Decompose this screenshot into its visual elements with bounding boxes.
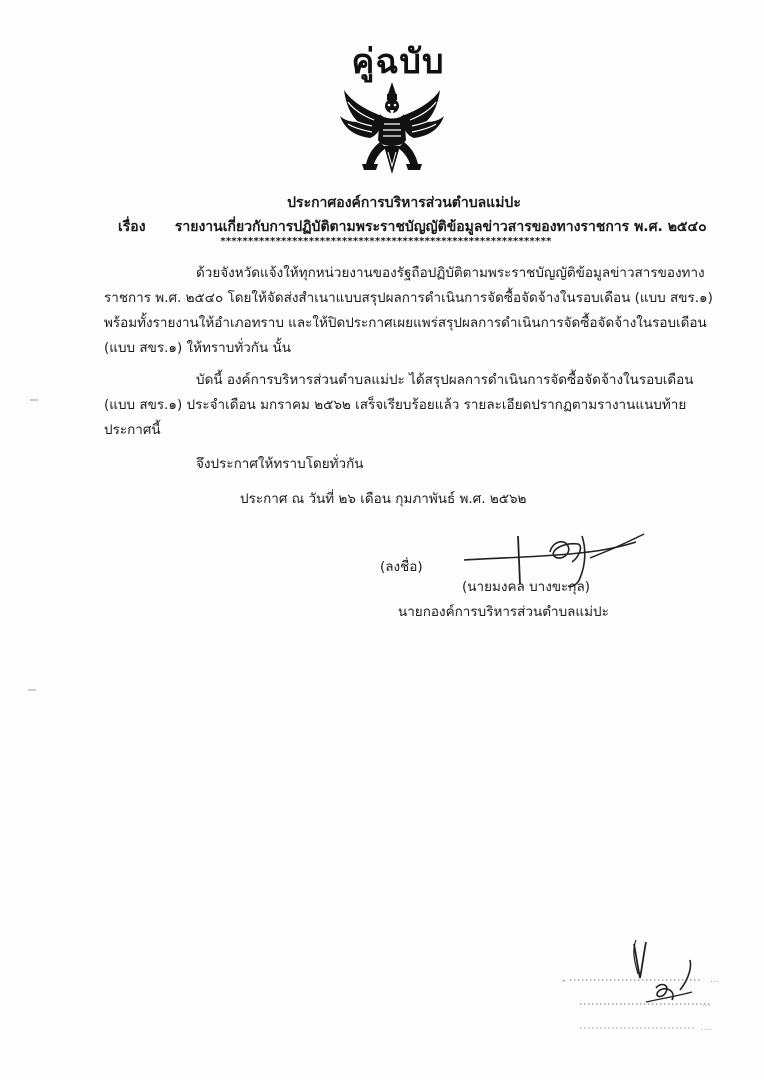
svg-text:...: ...	[710, 975, 719, 985]
paragraph1-line: ราชการ พ.ศ. ๒๕๔๐ โดยให้จัดส่งสำเนาแบบสรุปผลการดำเนินการจัดซื้อจัดจ้างในรอบเดือน (แบบ สขร.๑)	[104, 290, 713, 306]
svg-text:-: -	[562, 976, 566, 986]
date-line: ประกาศ ณ วันที่ ๒๖ เดือน กุมภาพันธ์ พ.ศ. ๒๕๖๒	[240, 491, 527, 507]
paragraph1-line: (แบบ สขร.๑) ให้ทราบทั่วกัน นั้น	[104, 340, 291, 356]
handwritten-initials	[560, 930, 760, 1050]
scan-mark	[30, 398, 40, 402]
paragraph2-line: บัดนี้ องค์การบริหารส่วนตำบลแม่ปะ ได้สรุปผลการดำเนินการจัดซื้อจัดจ้างในรอบเดือน	[196, 372, 694, 388]
garuda-emblem	[336, 80, 448, 176]
signatory-position: นายกองค์การบริหารส่วนตำบลแม่ปะ	[398, 604, 609, 620]
paragraph1-line: พร้อมทั้งรายงานให้อำเภอทราบ และให้ปิดประกาศเผยแพร่สรุปผลการดำเนินการจัดซื้อจัดจ้างในรอบเดือน	[104, 315, 707, 331]
subject-text: รายงานเกี่ยวกับการปฏิบัติตามพระราชบัญญัติข้อมูลข่าวสารของทางราชการ พ.ศ. ๒๕๔๐	[174, 219, 707, 235]
subject-label: เรื่อง	[118, 219, 146, 235]
copy-stamp: คู่ฉบับ	[351, 42, 445, 82]
separator-stars: ************************************************************	[220, 236, 552, 247]
svg-text:...: ...	[702, 999, 711, 1009]
signatory-name: (นายมงคล บางขะกุล)	[462, 579, 591, 595]
subject-line	[118, 216, 738, 238]
scan-mark	[28, 688, 38, 692]
sign-label: (ลงชื่อ)	[380, 559, 423, 575]
announcement-title: ประกาศองค์การบริหารส่วนตำบลแม่ปะ	[287, 195, 521, 211]
paragraph2-line: (แบบ สขร.๑) ประจำเดือน มกราคม ๒๕๖๒ เสร็จเรียบร้อยแล้ว รายละเอียดปรากฏตามรางานแนบท้าย	[104, 397, 687, 413]
svg-text:....: ....	[700, 1023, 712, 1033]
paragraph1-line: ด้วยจังหวัดแจ้งให้ทุกหน่วยงานของรัฐถือปฏิบัติตามพระราชบัญญัติข้อมูลข่าวสารของทาง	[196, 265, 705, 281]
announce-line: จึงประกาศให้ทราบโดยทั่วกัน	[196, 456, 364, 472]
paragraph2-line: ประกาศนี้	[104, 422, 161, 438]
